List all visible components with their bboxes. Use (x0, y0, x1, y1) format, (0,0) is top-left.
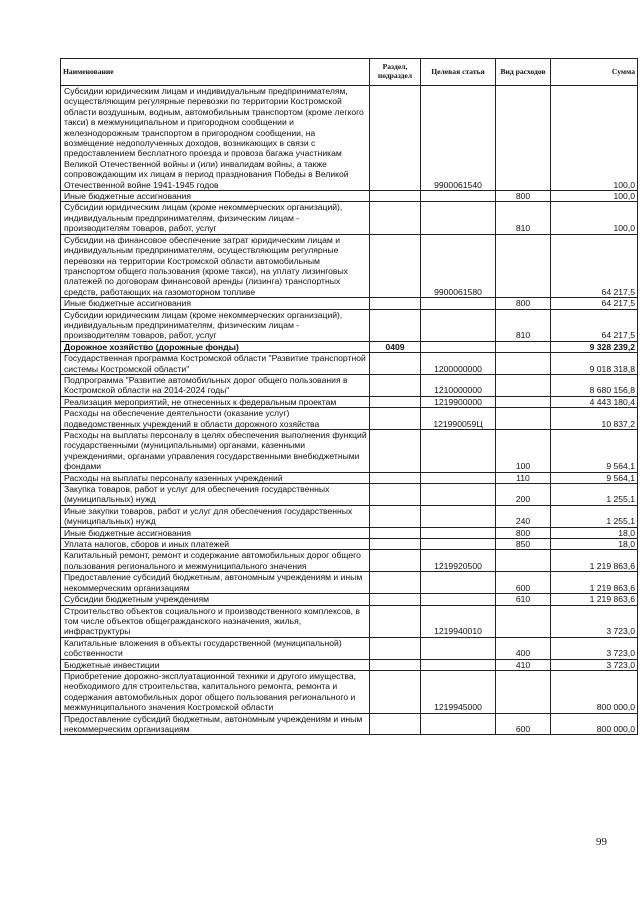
table-row (61, 539, 638, 550)
row-expense-cell (496, 605, 551, 637)
table-row (61, 594, 638, 605)
row-target-cell (421, 202, 496, 234)
row-target-cell: 1210000000 (421, 374, 496, 396)
row-target-cell (421, 527, 496, 538)
table-row (61, 309, 638, 341)
row-name-cell: Расходы на выплаты персоналу в целях обеспечения выполнения функций государственными (муниципальными) органами, казенными учреждениями, органами управления государственными внебюджетными фондами (61, 430, 370, 473)
row-section-cell (370, 374, 421, 396)
row-name-cell: Субсидии бюджетным учреждениям (61, 594, 370, 605)
row-section-cell (370, 484, 421, 506)
table-row (61, 637, 638, 659)
row-name-cell: Расходы на выплаты персоналу казенных учреждений (61, 472, 370, 483)
table-body (61, 86, 638, 735)
row-sum-cell: 9 018 318,8 (551, 353, 638, 375)
row-name-cell: Расходы на обеспечение деятельности (оказание услуг) подведомственных учреждений в области дорожного хозяйства (61, 408, 370, 430)
table-row (61, 527, 638, 538)
row-section-cell: 0409 (370, 341, 421, 352)
row-section-cell (370, 527, 421, 538)
row-target-cell: 9900061580 (421, 234, 496, 297)
header-sum: Сумма (551, 59, 638, 86)
header-target: Целевая статья (421, 59, 496, 86)
row-sum-cell: 64 217,5 (551, 298, 638, 309)
row-target-cell (421, 309, 496, 341)
row-sum-cell: 100,0 (551, 191, 638, 202)
table-row (61, 396, 638, 407)
table-row (61, 202, 638, 234)
row-target-cell (421, 472, 496, 483)
header-expense: Вид расходов (496, 59, 551, 86)
row-name-cell: Подпрограмма "Развитие автомобильных дорог общего пользования в Костромской области на 2014-2024 годы" (61, 374, 370, 396)
row-sum-cell: 4 443 180,4 (551, 396, 638, 407)
row-name-cell: Иные бюджетные ассигнования (61, 298, 370, 309)
row-expense-cell (496, 550, 551, 572)
row-expense-cell: 600 (496, 572, 551, 594)
row-target-cell (421, 430, 496, 473)
row-section-cell (370, 298, 421, 309)
row-section-cell (370, 86, 421, 191)
table-row (61, 430, 638, 473)
row-expense-cell: 200 (496, 484, 551, 506)
row-target-cell (421, 713, 496, 735)
row-section-cell (370, 505, 421, 527)
row-sum-cell: 1 255,1 (551, 505, 638, 527)
row-target-cell (421, 191, 496, 202)
row-name-cell: Иные бюджетные ассигнования (61, 191, 370, 202)
row-section-cell (370, 637, 421, 659)
table-row (61, 550, 638, 572)
row-expense-cell (496, 408, 551, 430)
row-expense-cell: 850 (496, 539, 551, 550)
row-sum-cell: 64 217,5 (551, 309, 638, 341)
row-expense-cell (496, 374, 551, 396)
row-expense-cell: 240 (496, 505, 551, 527)
row-name-cell: Предоставление субсидий бюджетным, автономным учреждениям и иным некоммерческим организациям (61, 572, 370, 594)
row-target-cell: 1200000000 (421, 353, 496, 375)
row-section-cell (370, 353, 421, 375)
row-expense-cell: 800 (496, 191, 551, 202)
row-expense-cell (496, 86, 551, 191)
row-section-cell (370, 191, 421, 202)
row-section-cell (370, 659, 421, 670)
row-section-cell (370, 539, 421, 550)
row-name-cell: Субсидии юридическим лицам (кроме некоммерческих организаций), индивидуальным предпринимателям, физическим лицам - производителям товаров, работ, услуг (61, 202, 370, 234)
table-row (61, 670, 638, 713)
row-expense-cell (496, 341, 551, 352)
row-sum-cell: 64 217,5 (551, 234, 638, 297)
row-expense-cell: 410 (496, 659, 551, 670)
row-name-cell: Капитальный ремонт, ремонт и содержание автомобильных дорог общего пользования регионального и межмуниципального значения (61, 550, 370, 572)
row-sum-cell: 1 219 863,6 (551, 594, 638, 605)
header-name: Наименование (61, 59, 370, 86)
table-row (61, 605, 638, 637)
row-sum-cell: 1 255,1 (551, 484, 638, 506)
row-sum-cell: 800 000,0 (551, 713, 638, 735)
row-sum-cell: 8 680 156,8 (551, 374, 638, 396)
row-section-cell (370, 713, 421, 735)
row-sum-cell: 3 723,0 (551, 605, 638, 637)
row-section-cell (370, 572, 421, 594)
row-target-cell (421, 539, 496, 550)
table-row (61, 484, 638, 506)
row-expense-cell (496, 396, 551, 407)
row-expense-cell: 810 (496, 309, 551, 341)
row-target-cell (421, 594, 496, 605)
row-target-cell (421, 505, 496, 527)
table-row (61, 298, 638, 309)
row-name-cell: Субсидии на финансовое обеспечение затрат юридическим лицам и индивидуальным предпринимателям, осуществляющим регулярные перевозки на территории Костромской области автомобильным транспортом общего пользования (кроме такси), на уплату лизинговых платежей по договорам финансовой аренды (лизинга) транспортных средств, работающих на газомоторном топливе (61, 234, 370, 297)
row-name-cell: Иные закупки товаров, работ и услуг для обеспечения государственных (муниципальных) нужд (61, 505, 370, 527)
row-sum-cell: 10 837,2 (551, 408, 638, 430)
row-section-cell (370, 430, 421, 473)
row-name-cell: Предоставление субсидий бюджетным, автономным учреждениям и иным некоммерческим организациям (61, 713, 370, 735)
table-row (61, 659, 638, 670)
row-name-cell: Субсидии юридическим лицам и индивидуальным предпринимателям, осуществляющим регулярные перевозки по территории Костромской области воздушным, водным, автомобильным транспортом (кроме легкого такси) в межмуниципальном и пригородном сообщении и железнодорожным транспортом в пригородном сообщении, на возмещение недополученных доходов, возникающих в связи с предоставлением бесплатного проезда и провоза багажа участникам Великой Отечественной войны и (или) инвалидам войны, а также сопровождающим их лицам в период празднования Победы в Великой Отечественной войне 1941-1945 годов (61, 86, 370, 191)
row-name-cell: Строительство объектов социального и производственного комплексов, в том числе объектов общегражданского назначения, жилья, инфраструктуры (61, 605, 370, 637)
row-target-cell: 1219940010 (421, 605, 496, 637)
row-section-cell (370, 309, 421, 341)
budget-table (60, 58, 638, 735)
table-row (61, 572, 638, 594)
row-target-cell (421, 659, 496, 670)
row-section-cell (370, 605, 421, 637)
row-sum-cell: 9 328 239,2 (551, 341, 638, 352)
row-target-cell: 1219920500 (421, 550, 496, 572)
row-section-cell (370, 472, 421, 483)
row-section-cell (370, 594, 421, 605)
row-section-cell (370, 408, 421, 430)
row-section-cell (370, 234, 421, 297)
row-expense-cell (496, 353, 551, 375)
row-name-cell: Приобретение дорожно-эксплуатационной техники и другого имущества, необходимого для строительства, капитального ремонта, ремонта и содержания автомобильных дорог общего пользования регионального и межмуниципального значения Костромской области (61, 670, 370, 713)
row-name-cell: Реализация мероприятий, не отнесенных к федеральным проектам (61, 396, 370, 407)
row-target-cell: 9900061540 (421, 86, 496, 191)
row-expense-cell (496, 670, 551, 713)
row-name-cell: Субсидии юридическим лицам (кроме некоммерческих организаций), индивидуальным предпринимателям, физическим лицам - производителям товаров, работ, услуг (61, 309, 370, 341)
row-sum-cell: 1 219 863,6 (551, 550, 638, 572)
row-name-cell: Дорожное хозяйство (дорожные фонды) (61, 341, 370, 352)
table-row (61, 374, 638, 396)
row-expense-cell (496, 234, 551, 297)
row-section-cell (370, 396, 421, 407)
row-section-cell (370, 550, 421, 572)
row-name-cell: Государственная программа Костромской области "Развитие транспортной системы Костромской области" (61, 353, 370, 375)
header-section: Раздел, подраздел (370, 59, 421, 86)
row-name-cell: Закупка товаров, работ и услуг для обеспечения государственных (муниципальных) нужд (61, 484, 370, 506)
row-sum-cell: 1 219 863,6 (551, 572, 638, 594)
row-sum-cell: 800 000,0 (551, 670, 638, 713)
row-expense-cell: 600 (496, 713, 551, 735)
row-target-cell (421, 484, 496, 506)
row-sum-cell: 18,0 (551, 527, 638, 538)
row-name-cell: Иные бюджетные ассигнования (61, 527, 370, 538)
row-expense-cell: 800 (496, 298, 551, 309)
row-target-cell: 121990059Ц (421, 408, 496, 430)
table-row (61, 505, 638, 527)
table-row (61, 191, 638, 202)
row-expense-cell: 100 (496, 430, 551, 473)
page-number: 99 (596, 836, 607, 848)
row-target-cell (421, 298, 496, 309)
row-target-cell: 1219900000 (421, 396, 496, 407)
row-expense-cell: 400 (496, 637, 551, 659)
row-target-cell: 1219945000 (421, 670, 496, 713)
row-expense-cell: 800 (496, 527, 551, 538)
table-row (61, 341, 638, 352)
row-name-cell: Бюджетные инвестиции (61, 659, 370, 670)
row-expense-cell: 810 (496, 202, 551, 234)
row-target-cell (421, 341, 496, 352)
row-sum-cell: 100,0 (551, 202, 638, 234)
table-row (61, 713, 638, 735)
row-sum-cell: 100,0 (551, 86, 638, 191)
table-row (61, 86, 638, 191)
row-sum-cell: 18,0 (551, 539, 638, 550)
table-row (61, 234, 638, 297)
row-sum-cell: 3 723,0 (551, 637, 638, 659)
table-row (61, 472, 638, 483)
row-target-cell (421, 572, 496, 594)
table-header-row (61, 59, 638, 86)
row-sum-cell: 9 564,1 (551, 430, 638, 473)
row-expense-cell: 610 (496, 594, 551, 605)
row-sum-cell: 9 564,1 (551, 472, 638, 483)
table-row (61, 353, 638, 375)
row-section-cell (370, 202, 421, 234)
row-name-cell: Уплата налогов, сборов и иных платежей (61, 539, 370, 550)
table-row (61, 408, 638, 430)
row-section-cell (370, 670, 421, 713)
row-expense-cell: 110 (496, 472, 551, 483)
row-sum-cell: 3 723,0 (551, 659, 638, 670)
row-target-cell (421, 637, 496, 659)
row-name-cell: Капитальные вложения в объекты государственной (муниципальной) собственности (61, 637, 370, 659)
